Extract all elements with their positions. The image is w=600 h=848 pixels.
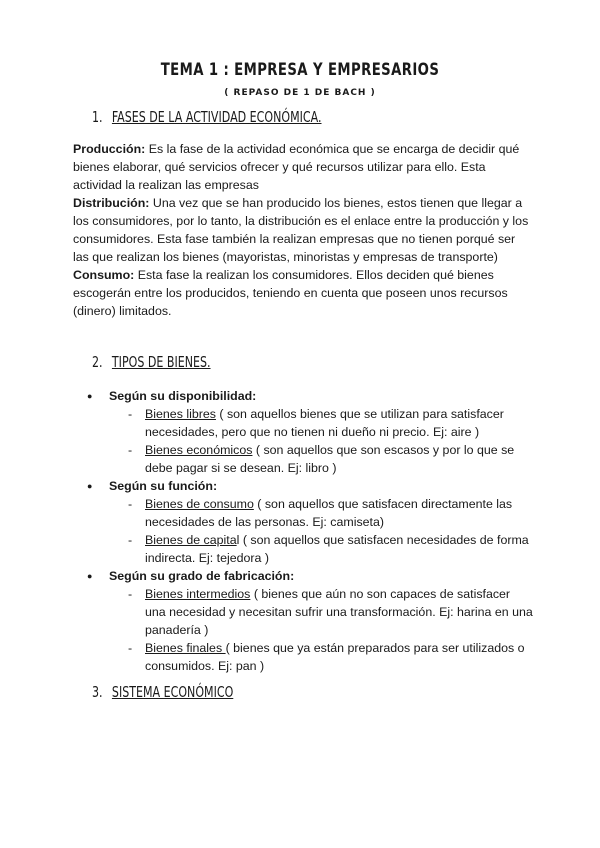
- item-name: Bienes libres: [145, 407, 216, 421]
- section-heading-1: [92, 108, 321, 126]
- fase-term: Consumo:: [73, 268, 135, 282]
- tipos-list: [73, 387, 533, 675]
- list-item: [73, 531, 533, 567]
- item-text: ( bienes que ya están preparados para ser utilizados o consumidos. Ej: pan ): [145, 641, 525, 673]
- fase-text: Esta fase la realizan los consumidores. Ellos deciden qué bienes escogerán entre los producidos, teniendo en cuenta que poseen unos recursos (dinero) limitados.: [73, 268, 508, 318]
- section-number: 1.: [92, 108, 103, 126]
- section-number: 3.: [92, 683, 103, 701]
- list-item: [73, 585, 533, 639]
- item-text: ( son aquellos bienes que se utilizan para satisfacer necesidades, pero que no tienen ni dueño ni precio. Ej: aire ): [145, 407, 504, 439]
- fase-consumo: [73, 266, 533, 320]
- category-funcion: ● Según su función:: [73, 477, 533, 495]
- item-text: ( bienes que aún no son capaces de satisfacer una necesidad y necesitan sufrir una transformación. Ej: harina en una panadería ): [145, 587, 533, 637]
- fase-text: Es la fase de la actividad económica que se encarga de decidir qué bienes elaborar, qué servicios ofrecer y qué recursos utilizar para ello. Esta actividad la realizan las empresas: [73, 142, 520, 192]
- section-title: SISTEMA ECONÓMICO: [111, 683, 234, 701]
- fase-term: Distribución:: [73, 196, 150, 210]
- item-text: l ( son aquellos que satisfacen necesidades de forma indirecta. Ej: tejedora ): [145, 533, 529, 565]
- item-name: Bienes de capita: [145, 533, 237, 547]
- section-title: FASES DE LA ACTIVIDAD ECONÓMICA.: [111, 108, 322, 126]
- section-number: 2.: [92, 353, 103, 371]
- section-heading-3: [92, 683, 233, 701]
- fases-paragraph: [73, 140, 533, 320]
- list-item: [73, 405, 533, 441]
- document-subtitle: ( REPASO DE 1 DE BACH ): [224, 88, 376, 98]
- fase-term: Producción:: [73, 142, 146, 156]
- list-item: [73, 441, 533, 477]
- item-name: Bienes de consumo: [145, 497, 254, 511]
- fase-text: Una vez que se han producido los bienes, estos tienen que llegar a los consumidores, por lo tanto, la distribución es el enlace entre la producción y los consumidores. Esta fase también la realizan empresas que no tienen porqué ser las que realizan los bienes (mayoristas, minoristas y empresas de transporte): [73, 196, 529, 264]
- item-name: Bienes económicos: [145, 443, 253, 457]
- document-title: TEMA 1 : EMPRESA Y EMPRESARIOS: [160, 60, 440, 80]
- category-fabricacion: ● Según su grado de fabricación:: [73, 567, 533, 585]
- section-title: TIPOS DE BIENES.: [111, 353, 211, 371]
- fase-produccion: [73, 140, 533, 194]
- list-item: [73, 639, 533, 675]
- item-text: ( son aquellos que satisfacen directamente las necesidades de las personas. Ej: camiseta): [145, 497, 513, 529]
- list-item: [73, 495, 533, 531]
- item-text: ( son aquellos que son escasos y por lo que se debe pagar si se desean. Ej: libro ): [145, 443, 515, 475]
- section-heading-2: [92, 353, 211, 371]
- item-name: Bienes intermedios: [145, 587, 251, 601]
- category-disponibilidad: ● Según su disponibilidad:: [73, 387, 533, 405]
- item-name: Bienes finales: [145, 641, 226, 655]
- fase-distribucion: [73, 194, 533, 266]
